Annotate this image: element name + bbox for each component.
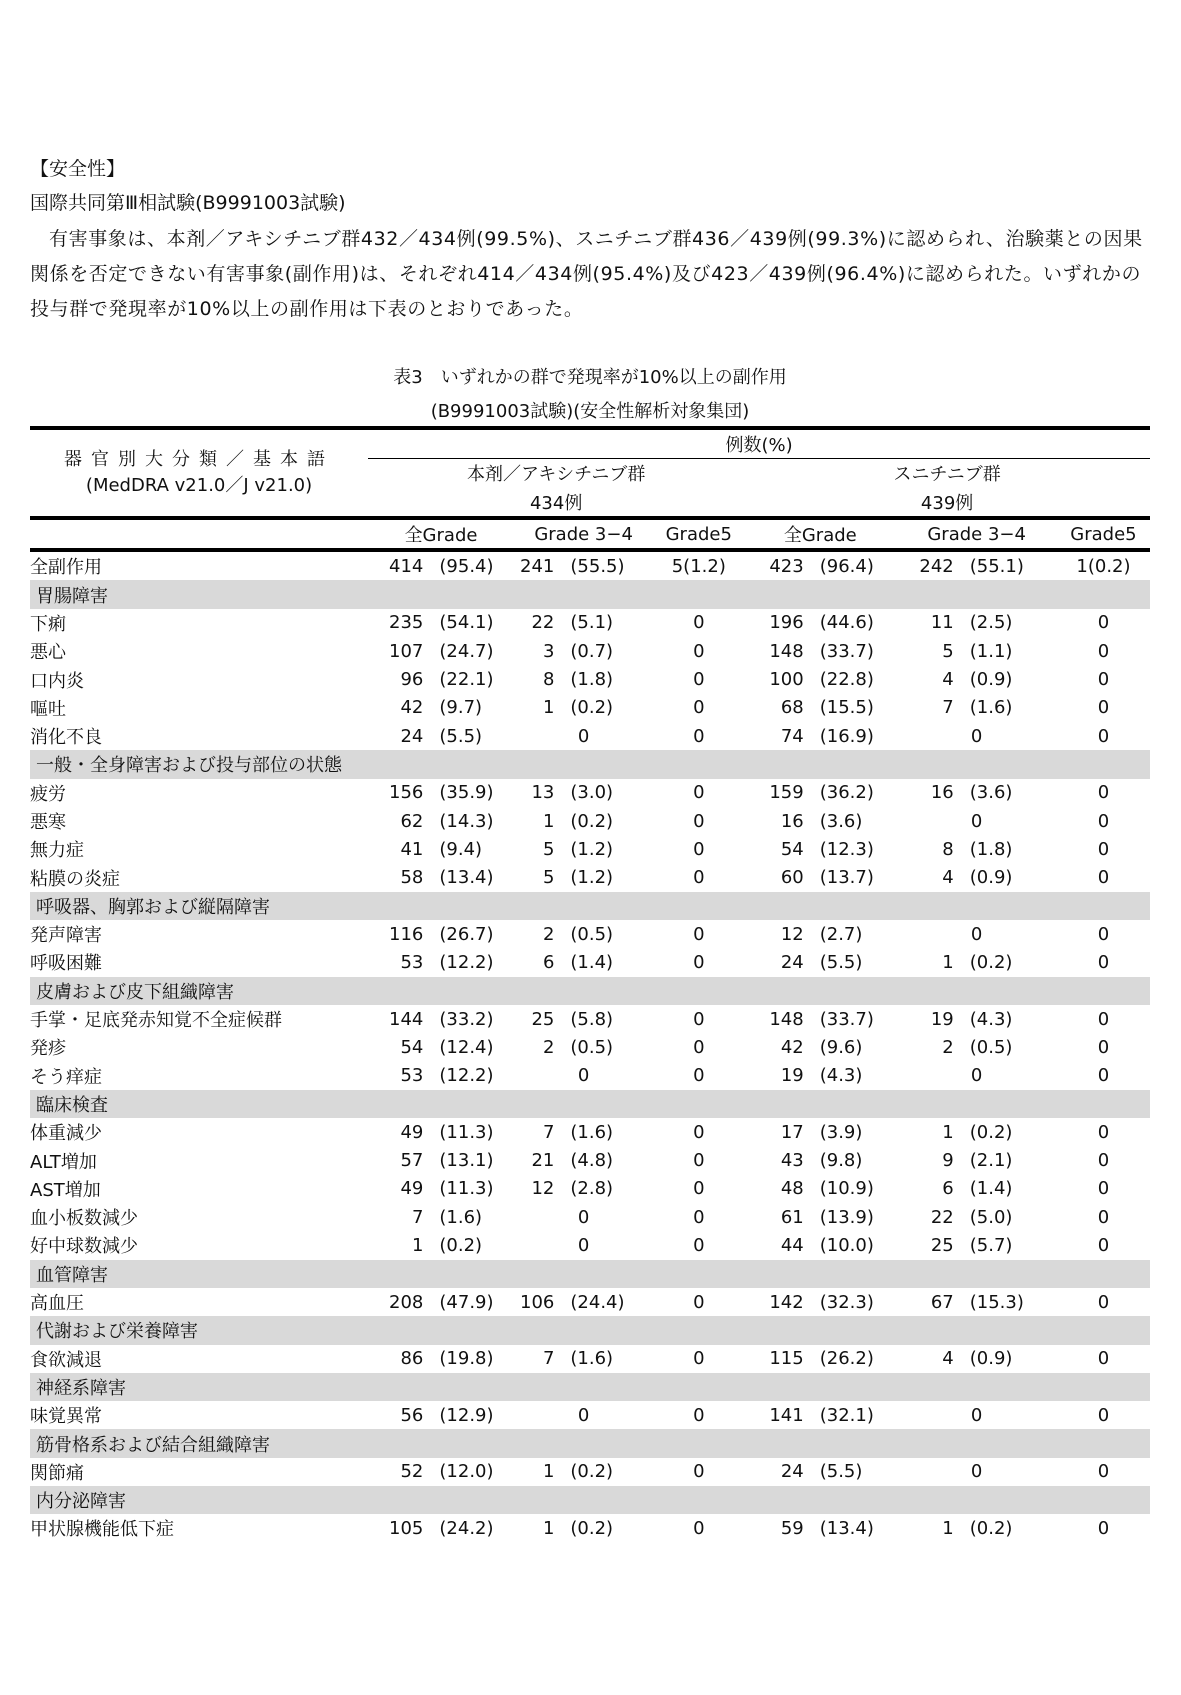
table-caption: 表3 いずれかの群で発現率が10%以上の副作用 — [393, 367, 787, 388]
adverse-reactions-table — [30, 426, 1150, 1543]
pt-row: 口内炎 96 (22.1) 8 (1.8) 0 100 (22.8) 4 (0.9) 0 — [30, 669, 1110, 692]
pt-row: 味覚異常 56 (12.9) 0 0 141 (32.1) 0 0 — [30, 1404, 1110, 1428]
pt-row: 悪心 107 (24.7) 3 (0.7) 0 148 (33.7) 5 (1.1) 0 — [30, 640, 1110, 664]
pt-row: 好中球数減少 1 (0.2) 0 0 44 (10.0) 25 (5.7) 0 — [30, 1234, 1110, 1258]
pt-row: そう痒症 53 (12.2) 0 0 19 (4.3) 0 0 — [30, 1065, 1110, 1088]
pt-row: 消化不良 24 (5.5) 0 0 74 (16.9) 0 0 — [30, 725, 1110, 749]
pt-row: 高血圧 208 (47.9) 106 (24.4) 0 142 (32.3) 67 (15.3) 0 — [30, 1291, 1110, 1315]
grade-header-row — [30, 518, 1150, 550]
pt-row: 悪寒 62 (14.3) 1 (0.2) 0 16 (3.6) 0 0 — [30, 810, 1110, 833]
table-subcaption: (B9991003試験)(安全性解析対象集団) — [430, 401, 750, 422]
group1-header: 本剤／アキシチニブ群 — [466, 464, 646, 486]
g2-grade5: Grade5 — [1070, 523, 1137, 545]
g2-grade34: Grade 3−4 — [927, 523, 1026, 545]
soc-row: 内分泌障害 — [30, 1486, 1150, 1514]
pt-row: 疲労 156 (35.9) 13 (3.0) 0 159 (36.2) 16 (3.6) 0 — [30, 782, 1110, 805]
g1-all-grade: 全Grade — [404, 525, 478, 547]
header-row-1 — [30, 428, 1150, 459]
safety-paragraph: 有害事象は、本剤／アキシチニブ群432／434例(99.5%)、スニチニブ群436／439例(99.3%)に認められ、治験薬との因果関係を否定できない有害事象(副作用)は、それぞれ414／434例(95.4%)及び423／439例(96.4%)に認められた。いずれかの投与群で発現率が10%以上の副作用は下表のとおりであった。 — [30, 228, 1143, 320]
g1-grade5: Grade5 — [665, 523, 732, 545]
section-heading: 【安全性】 — [30, 158, 126, 180]
soc-row: 筋骨格系および結合組織障害 — [30, 1429, 1150, 1457]
soc-row: 胃腸障害 — [30, 580, 1150, 608]
group1-n: 434例 — [529, 492, 583, 514]
pt-row: 食欲減退 86 (19.8) 7 (1.6) 0 115 (26.2) 4 (0.9) 0 — [30, 1348, 1110, 1371]
pt-row: 下痢 235 (54.1) 22 (5.1) 0 196 (44.6) 11 (2.5) 0 — [30, 612, 1110, 635]
pt-row: 無力症 41 (9.4) 5 (1.2) 0 54 (12.3) 8 (1.8) 0 — [30, 838, 1110, 862]
pt-row: 嘔吐 42 (9.7) 1 (0.2) 0 68 (15.5) 7 (1.6) 0 — [30, 697, 1110, 720]
all-adverse-reactions-row: 全副作用 414 (95.4) 241 (55.5) 5(1.2) 423 (96.4) 242 (55.1) 1(0.2) — [30, 555, 1131, 579]
soc-row: 代謝および栄養障害 — [30, 1316, 1150, 1344]
soc-row: 血管障害 — [30, 1260, 1150, 1288]
pt-row: 呼吸困難 53 (12.2) 6 (1.4) 0 24 (5.5) 1 (0.2) 0 — [30, 951, 1110, 975]
soc-row: 呼吸器、胸郭および縦隔障害 — [30, 892, 1150, 920]
soc-pt-header: 器官別大分類／基本語 (MedDRA v21.0／J v21.0) — [64, 448, 335, 496]
soc-row: 皮膚および皮下組織障害 — [30, 977, 1150, 1005]
g2-all-grade: 全Grade — [783, 525, 857, 547]
pt-row: 関節痛 52 (12.0) 1 (0.2) 0 24 (5.5) 0 0 — [30, 1461, 1110, 1484]
g1-grade34: Grade 3−4 — [534, 523, 633, 545]
pt-row: 甲状腺機能低下症 105 (24.2) 1 (0.2) 0 59 (13.4) 1 (0.2) 0 — [30, 1517, 1110, 1541]
count-pct-header: 例数(%) — [368, 428, 1150, 459]
soc-row: 臨床検査 — [30, 1090, 1150, 1118]
trial-title: 国際共同第Ⅲ相試験(B9991003試験) — [30, 192, 346, 214]
pt-row: 発疹 54 (12.4) 2 (0.5) 0 42 (9.6) 2 (0.5) 0 — [30, 1036, 1110, 1060]
soc-row: 神経系障害 — [30, 1373, 1150, 1401]
pt-row: 粘膜の炎症 58 (13.4) 5 (1.2) 0 60 (13.7) 4 (0.9) 0 — [30, 867, 1110, 890]
pt-row: 体重減少 49 (11.3) 7 (1.6) 0 17 (3.9) 1 (0.2) 0 — [30, 1121, 1110, 1145]
pt-row: 発声障害 116 (26.7) 2 (0.5) 0 12 (2.7) 0 0 — [30, 923, 1110, 947]
group2-n: 439例 — [920, 492, 974, 514]
group2-header: スニチニブ群 — [893, 464, 1001, 486]
pt-row: AST増加 49 (11.3) 12 (2.8) 0 48 (10.9) 6 (1.4) 0 — [30, 1178, 1110, 1201]
pt-row: 手掌・足底発赤知覚不全症候群 144 (33.2) 25 (5.8) 0 148 (33.7) 19 (4.3) 0 — [30, 1008, 1110, 1032]
pt-row: ALT増加 57 (13.1) 21 (4.8) 0 43 (9.8) 9 (2.1) 0 — [30, 1150, 1110, 1173]
pt-row: 血小板数減少 7 (1.6) 0 0 61 (13.9) 22 (5.0) 0 — [30, 1206, 1110, 1230]
soc-row: 一般・全身障害および投与部位の状態 — [30, 750, 1150, 778]
